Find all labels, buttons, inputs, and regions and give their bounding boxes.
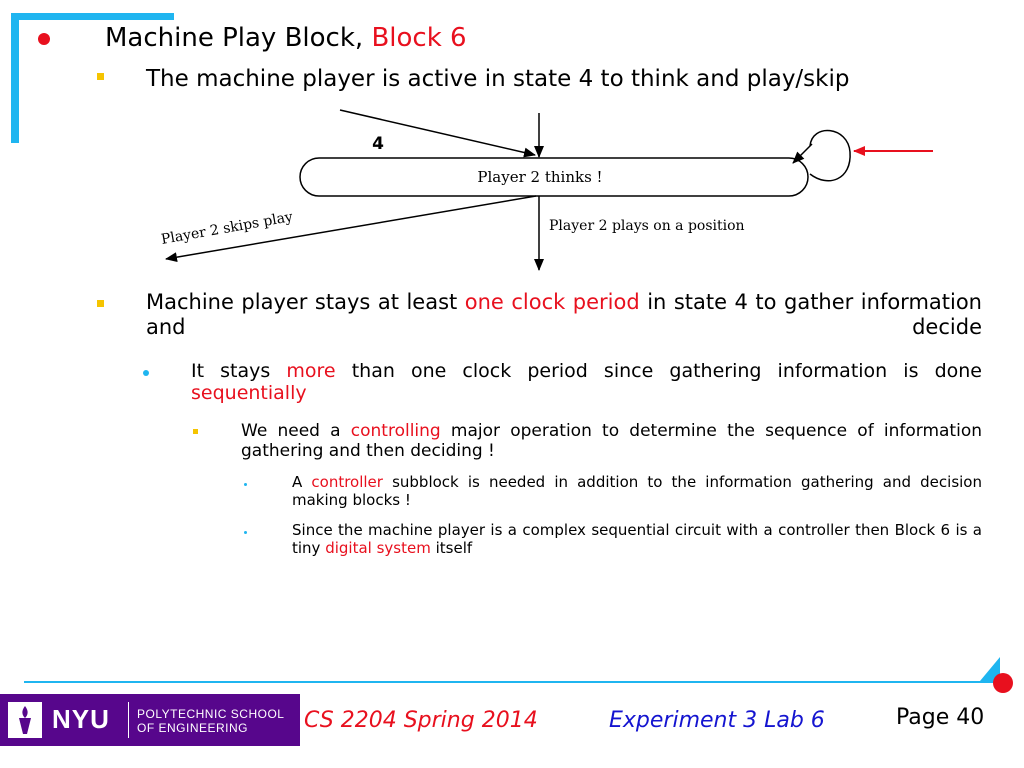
- logo-brand: NYU: [52, 704, 110, 734]
- bullet-c-marker: [193, 429, 198, 434]
- footer-course: CS 2204 Spring 2014: [304, 708, 538, 733]
- bullet-d-marker: [244, 483, 247, 486]
- slide-heading: Machine Play Block, Block 6: [105, 23, 467, 53]
- nyu-logo: [0, 694, 300, 746]
- bullet-e-text: Since the machine player is a complex sequential circuit with a controller then Block 6 is a tiny digital system itself: [292, 521, 982, 557]
- bullet-d-text: A controller subblock is needed in addition to the information gathering and decision making blocks !: [292, 473, 982, 509]
- bullet-a-text: Machine player stays at least one clock period in state 4 to gather information and decide: [146, 290, 982, 339]
- skip-label: Player 2 skips play: [159, 209, 295, 248]
- incoming-arrow: [340, 110, 535, 155]
- footer-corner-decoration: [978, 655, 1016, 695]
- footer-experiment: Experiment 3 Lab 6: [609, 708, 825, 733]
- subheading-bullet: [97, 73, 104, 80]
- page-number: 40: [956, 705, 985, 730]
- bullet-e-marker: [244, 531, 247, 534]
- logo-school-line2: OF ENGINEERING: [137, 721, 249, 735]
- bullet-b-text: It stays more than one clock period since gathering information is done sequentially: [191, 360, 982, 405]
- self-loop-arrow: [810, 130, 850, 180]
- heading-bullet: [38, 33, 50, 45]
- state-diagram: [150, 108, 940, 273]
- state-label: Player 2 thinks !: [477, 168, 603, 186]
- logo-school-line1: POLYTECHNIC SCHOOL: [137, 707, 285, 721]
- torch-icon: [8, 702, 42, 738]
- footer-page: Page 40: [896, 705, 985, 730]
- bullet-c-text: We need a controlling major operation to determine the sequence of information gathering and then deciding !: [241, 421, 982, 462]
- bullet-a-marker: [97, 300, 104, 307]
- footer-divider: [24, 681, 999, 683]
- play-label: Player 2 plays on a position: [549, 218, 745, 234]
- subheading-text: The machine player is active in state 4 to think and play/skip: [146, 66, 850, 92]
- state-number: 4: [372, 134, 384, 154]
- bullet-b-marker: [143, 370, 149, 376]
